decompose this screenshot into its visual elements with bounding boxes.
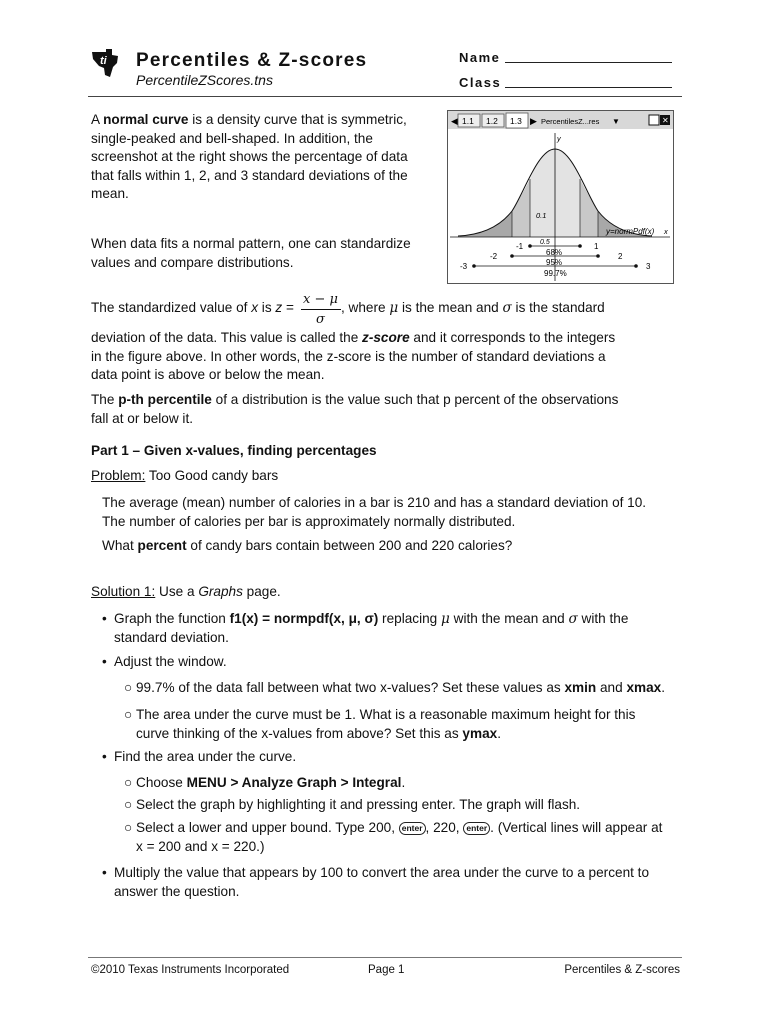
svg-text:-1: -1 (516, 242, 524, 251)
label-0-1: 0.1 (536, 211, 547, 220)
class-field[interactable] (505, 87, 672, 88)
ti-logo (88, 46, 122, 80)
class-label: Class (459, 75, 502, 90)
dropdown-arrow-icon: ▼ (612, 117, 620, 126)
document-title: PercentilesZ...res (541, 117, 600, 126)
bullet-2: • Adjust the window. (102, 654, 227, 669)
svg-text:-3: -3 (460, 262, 468, 271)
bullet-1: • Graph the function f1(x) = normpdf(x, μ, σ) replacing μ with the mean and σ with the standard deviation. (102, 611, 629, 645)
page-title: Percentiles & Z-scores (136, 50, 368, 71)
bullet-3: • Find the area under the curve. (102, 749, 297, 764)
function-label: y=normPdf(x) (606, 227, 655, 236)
svg-text:-2: -2 (490, 252, 498, 261)
footer-rule (88, 957, 682, 958)
solution-line: Solution 1: Use a Graphs page. (91, 584, 281, 599)
footer-copyright: ©2010 Texas Instruments Incorporated (91, 964, 290, 976)
x-axis-label: x (664, 227, 668, 236)
enter-key-icon: enter (399, 822, 426, 835)
svg-text:✕: ✕ (662, 116, 669, 125)
name-field[interactable] (505, 62, 672, 63)
footer-page-number: Page 1 (368, 964, 405, 976)
sub-bullet-3b: ○ Select the graph by highlighting it and pressing enter. The graph will flash. (124, 797, 581, 812)
part1-heading: Part 1 – Given x-values, finding percentages (91, 443, 377, 458)
shade-2sd-left (512, 179, 530, 237)
intro-paragraph-2: When data fits a normal pattern, one can standardize values and compare distributions. (91, 236, 411, 270)
header-rule (88, 96, 682, 97)
svg-text:1: 1 (594, 242, 599, 251)
problem-question: What percent of candy bars contain between 200 and 220 calories? (102, 538, 513, 553)
term-pth-percentile: p-th percentile (118, 392, 212, 407)
term-z-score: z-score (362, 330, 410, 345)
svg-text:ti: ti (100, 55, 107, 67)
y-axis-label: y (557, 134, 561, 143)
sub-bullet-3a: ○ Choose MENU > Analyze Graph > Integral. (124, 775, 406, 790)
formula-denominator: σ (316, 312, 325, 327)
intro-paragraph-1: A normal curve is a density curve that is symmetric, single-peaked and bell-shaped. In addition, the screenshot at the right shows the percentage of data that falls within 1, 2, and 3 standard deviations of the mean. (91, 112, 408, 201)
tab-forward-icon: ▶ (530, 116, 537, 126)
bullet-4: • Multiply the value that appears by 100 to convert the area under the curve to a percent to answer the question. (102, 865, 650, 899)
zscore-formula-line: The standardized value of x is z = x − μ σ , where μ is the mean and σ is the standard (91, 292, 605, 327)
shade-2sd-right (580, 179, 598, 237)
footer-doc-title: Percentiles & Z-scores (564, 964, 680, 976)
svg-text:99.7%: 99.7% (544, 269, 567, 278)
fraction-bar (301, 309, 341, 310)
svg-text:3: 3 (646, 262, 651, 271)
zscore-paragraph: deviation of the data. This value is called the z-score and it corresponds to the integers in the figure above. In other words, the z-score is the number of standard deviations a data point is above or below the mean. (91, 330, 616, 382)
svg-text:0.5: 0.5 (540, 239, 550, 246)
file-name: PercentileZScores.tns (136, 72, 273, 88)
tab-1-3: 1.3 (510, 116, 522, 126)
svg-text:68%: 68% (546, 248, 563, 257)
formula-numerator: x − μ (303, 292, 338, 307)
tab-1-1: 1.1 (462, 116, 474, 126)
enter-key-icon: enter (463, 822, 490, 835)
percentile-paragraph: The p-th percentile of a distribution is the value such that p percent of the observations fall at or below it. (91, 392, 619, 426)
tab-1-2: 1.2 (486, 116, 498, 126)
term-normal-curve: normal curve (103, 112, 189, 127)
svg-text:95%: 95% (546, 258, 563, 267)
sub-bullet-3c: ○ Select a lower and upper bound. Type 200, enter , 220, enter . (Vertical lines will appear at x = 200 and x = 220.) (124, 820, 663, 854)
battery-icon (649, 115, 659, 125)
name-label: Name (459, 50, 501, 65)
problem-line: Problem: Too Good candy bars (91, 468, 279, 483)
calculator-screenshot (447, 110, 674, 284)
sub-bullet-2a: ○ 99.7% of the data fall between what two x-values? Set these values as xmin and xmax. (124, 680, 665, 695)
sub-bullet-2b: ○ The area under the curve must be 1. What is a reasonable maximum height for this curve thinking of the x-values from above? Set this as ymax. (124, 707, 636, 741)
problem-text: The average (mean) number of calories in a bar is 210 and has a standard deviation of 10. The number of calories per bar is approximately normally distributed. (102, 495, 647, 529)
shade-3sd-left (460, 211, 512, 237)
tab-back-icon: ◀ (451, 116, 458, 126)
svg-text:2: 2 (618, 252, 623, 261)
